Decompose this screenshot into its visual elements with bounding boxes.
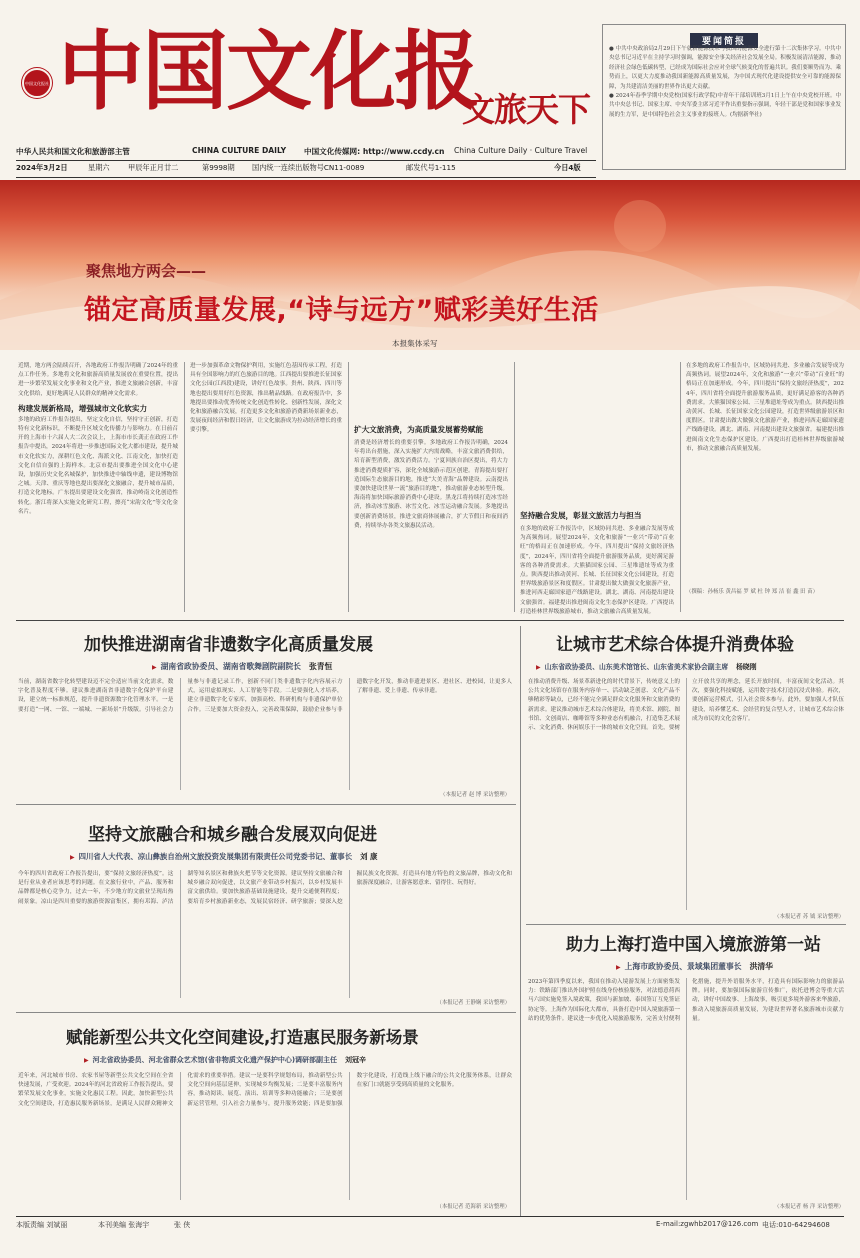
section-rule-1 [16,620,844,621]
lead-subhead-2: 扩大文旅消费，为高质量发展蓄势赋能 [354,425,484,434]
lead-col-rule-1 [184,362,185,612]
issue-number: 第9998期 [202,163,235,172]
lead-column-1 [18,362,178,614]
website: 中国文化传媒网: http://www.ccdy.cn [304,147,445,156]
triangle-icon: ▶ [84,1057,89,1064]
triangle-icon: ▶ [70,854,75,861]
postal-code: 邮发代号1-115 [406,163,456,172]
footer-proofread: 张 侠 [174,1221,191,1229]
section-rule-4 [526,924,846,925]
footer-bar [16,1220,844,1232]
article-credit-hunan: （本报记者 赵 博 采访整理） [440,792,510,798]
footer-phone: 电话:010-64294608 [762,1221,830,1229]
date-bar [16,163,596,175]
masthead-info-bar [16,146,596,158]
masthead-rule-2 [16,177,596,178]
footer-layout: 本刊美编 张海宇 [98,1221,150,1229]
article-body-sichuan: 今年的四川省政府工作报告提出，要“保持文旅经济热度”。这是行业从业者应该思考的问题。在文旅行业中，产品、服务和品牌都是核心竞争力，过去一年，不少地方的文旅业呈现出热闹景象。凉山是四川重要的旅游资源富集区，拥有邛海、泸沽湖等知名景区和彝族火把节等文化资源。建议坚持文旅融合和城乡融合双向促进，以文旅产业带动乡村振兴，以乡村发展丰富文旅供给。要加快旅游基础设施建设，提升交通便利程度；要培育乡村旅游新业态，发展民宿经济、研学旅游；要深入挖掘民族文化资源，打造具有地方特色的文旅品牌，推动文化和旅游深度融合，让游客愿意来、留得住、玩得好。 [18,871,512,905]
article-credit-hebei: （本报记者 范海新 采访整理） [436,1204,510,1210]
lead-col-rule-4 [680,362,681,612]
sub-brand: 文旅天下 [462,90,590,129]
lead-column-2 [190,362,342,614]
masthead-logo [14,20,594,130]
banner-sun [614,200,666,252]
lead-kicker: 聚焦地方两会—— [86,262,207,280]
article-title-hunan: 加快推进湖南省非遗数字化高质量发展 [84,635,373,655]
lead-paragraph-5: 在多地的政府工作报告中，区域协同共进、多业融合发展等成为高频热词。展望2024年，文化和旅游“一业兴”带动“百业旺”的格局正在加速形成。今年，四川提出“保持文旅经济热度”，2024年，四川省将全面提升旅游服务品质，更好满足游客的各种消费需求。大熊猫国家公园、三星堆遗址等成为重点。陕西提出推动黄河、长城、长征国家文化公园建设，打造世界级旅游景区和度假区。甘肃提出做大做强文化旅游产业，推进河西走廊国家遗产线路建设。湖北、湖南、河南提出建设文旅强省。福建提出推进闽南文化生态保护区建设。广西提出打造桂林世界级旅游城市，推动文旅融合高质量发展。 [686,363,844,452]
footer-email: E-mail:zgwhb2017@126.com [656,1220,759,1228]
lead-subhead-3: 坚持融合发展，彰显文旅活力与担当 [520,511,642,520]
masthead-rule-1 [16,160,596,161]
article-credit-shanghai: （本报记者 杨 洋 采访整理） [774,1204,844,1210]
lead-column-5 [686,362,844,614]
section-rule-3 [16,1012,516,1013]
newspaper-stamp: 中国文化报社 [22,68,52,98]
article-title-shandong: 让城市艺术综合体提升消费体验 [556,635,794,655]
article-body-shandong: 在推动消费升级、场景革新进化的时代背景下，传统意义上的公共文化场馆存在服务内容单一、活动缺乏创意、文化产品不够精彩等缺点，已经不能完全满足群众文化服务和文旅消费的新需求。建议推动城市艺术综合体建设，将美术馆、剧院、图书馆、文创商店、咖啡馆等多种业态有机融合，打造集艺术展示、文化消费、休闲娱乐于一体的城市文化空间。首先，要树立开放共享的理念，延长开放时间，丰富夜间文化活动。其次，要强化科技赋能，运用数字技术打造沉浸式体验。再次，要创新运营模式，引入社会资本参与。此外，要加强人才队伍建设，培养懂艺术、会经营的复合型人才，让城市艺术综合体成为市民的文化会客厅。 [528,679,844,732]
lead-col-rule-2 [348,362,349,612]
article-byline-shanghai: ▶ 上海市政协委员、景域集团董事长 洪清华 [616,962,773,971]
triangle-icon: ▶ [152,664,157,671]
footer-editor: 本版责编 刘斌丽 [16,1221,68,1229]
english-name: CHINA CULTURE DAILY [192,146,287,155]
news-brief-label: 要闻简报 [690,33,758,48]
lead-subhead-1: 构建发展新格局，增强城市文化软实力 [18,403,148,413]
news-brief-text: ● 中共中央政治局2月29日下午就新能源技术与我国的能源安全进行第十二次集体学习。中共中央总书记习近平在主持学习时强调，能源安全事关经济社会发展全局。积极发展清洁能源，推动经济社会绿色低碳转型，已经成为国际社会应对全球气候变化的普遍共识。我们要顺势而为、乘势而上，以更大力度推动我国新能源高质量发展，为中国式现代化建设提供安全可靠的能源保障，为共建清洁美丽的世界作出更大贡献。 ● 2024年春季学期中央党校(国家行政学院)中青年干部培训班3月1日上午在中央党校开班。中共中央总书记、国家主席、中央军委主席习近平作出重要指示强调，年轻干部是党和国家事业发展的生力军，是中国特色社会主义事业的接班人。(均据新华社) [609,46,841,118]
triangle-icon: ▶ [536,664,541,671]
article-body-shanghai: 2023年第四季度以来，我国在推动入境游发展上方面密集发力：铁路部门推出外国护照在线身份核验服务，对法德意荷西马六国实施免签入境政策，我国与新加坡、泰国签订互免签证协定等。上海作为国际化大都市，具备打造中国入境旅游第一站的优势条件。建议进一步优化入境旅游服务，完善支付便利化措施，提升外语服务水平，打造具有国际影响力的旅游品牌。同时，要加强国际旅游宣传推广，依托进博会等重大活动，讲好中国故事、上海故事，吸引更多境外游客来华旅游，推动入境旅游高质量发展，为建设世界著名旅游城市贡献力量。 [528,979,844,1022]
footer-rule [16,1216,844,1217]
english-tag: China Culture Daily · Culture Travel [454,146,588,155]
article-title-hebei: 赋能新型公共文化空间建设,打造惠民服务新场景 [66,1028,419,1047]
article-body-hunan: 当前，湖南省数字化转型建设迈不完全适应当前文化需求，数字化普及程度不够。建议推进湖南省非遗数字化保护平台建设，建立统一标准规范，提升非遗资源数字化管理水平。一是要打造“一网、一馆、一端城、一新场景”升级版。引导社会力量参与非遗记录工作，创新不同门类非遗数字化内容展示方式，运用虚拟现实、人工智能等手段。二是要强化人才培养，建立非遗数字化专家库，加强高校、科研机构与非遗保护单位合作。三是要加大资金投入，完善政策保障，鼓励企业参与非遗数字化开发，推动非遗进景区、进社区、进校园，让更多人了解非遗、爱上非遗、传承非遗。 [18,679,512,713]
logo-text: 中国文化报 [58,21,478,122]
article-byline-shandong: ▶ 山东省政协委员、山东美术馆馆长、山东省美术家协会副主席 杨晓刚 [536,663,757,671]
article-byline-hebei: ▶ 河北省政协委员、河北省群众艺术馆(省非物质文化遗产保护中心)调研部副主任 刘冠辛 [84,1056,367,1064]
lead-credit: （撰稿：孙杨乐 黄昌福 罗 斌 杜 钟 郑 洁 崔 鑫 田 苗） [686,589,819,595]
news-brief-box [602,24,846,170]
lead-column-3 [354,362,508,614]
article-byline-sichuan: ▶ 四川省人大代表、凉山彝族自治州文旅投资发展集团有限责任公司党委书记、董事长 刘 康 [70,852,378,861]
article-credit-shandong: （本报记者 苏 钺 采访整理） [774,914,844,920]
article-title-sichuan: 坚持文旅融合和城乡融合发展双向促进 [88,825,377,845]
article-body-hebei: 近年来，河北城市书房、农家书屋等新型公共文化空间在全省快速发展，广受欢迎。2024年的河北省政府工作报告提出，要繁荣发展文化事业，实施文化惠民工程。因此，加快新型公共文化空间建设，打造惠民服务新场景，是满足人民群众精神文化需求的重要举措。建议一是要科学规划布局，推动新型公共文化空间向基层延伸，实现城乡均衡发展；二是要丰富服务内容，推动阅读、展览、演出、培训等多种功能融合；三是要创新运营管理，引入社会力量参与，提升服务效能；四是要加强数字化建设，打造线上线下融合的公共文化服务体系，让群众在家门口就能享受到高质量的文化服务。 [18,1073,512,1107]
sponsor: 中华人民共和国文化和旅游部主管 [16,147,130,156]
triangle-icon: ▶ [616,964,621,971]
issue-date: 2024年3月2日 [16,163,68,172]
lead-column-4 [520,362,674,614]
lead-paragraph-4: 在多地的政府工作报告中，区域协同共进、多业融合发展等成为高频热词。展望2024年，文化和旅游“一业兴”带动“百业旺”的格局正在加速形成。今年，四川提出“保持文旅经济热度”，2024年，四川省将全面提升旅游服务品质，更好满足游客的各种消费需求。大熊猫国家公园、三星堆遗址等成为重点。陕西提出推动黄河、长城、长征国家文化公园建设，打造世界级旅游景区和度假区。甘肃提出做大做强文化旅游产业，推进河西走廊国家遗产线路建设。湖北、湖南、河南提出建设文旅强省。福建提出推进闽南文化生态保护区建设。广西提出打造桂林世界级旅游城市，推动文旅融合高质量发展。 [520,526,674,614]
weekday: 星期六 [88,163,110,172]
article-credit-sichuan: （本报记者 王静娴 采访整理） [436,1000,510,1006]
main-col-rule [520,626,521,1216]
lead-title: 锚定高质量发展,“诗与远方”赋彩美好生活 [84,295,599,326]
lead-paragraph-3: 消费是经济增长的重要引擎。多地政府工作报告明确，2024年将出台措施，深入实施扩大内需战略，丰富文旅消费供给，培育新型消费，激发消费活力。宁夏回族自治区提出，将大力推进消费提质扩容，深化全域旅游示范区创建。青海提出要打造国际生态旅游目的地，推进“大美青海”品牌建设。云南提出要加快建设世界一流“旅游目的地”，推动旅游业态转型升级。海南将加快国际旅游消费中心建设。黑龙江将持续打造冰雪经济，推动冰雪旅游、冰雪文化、冰雪运动融合发展。多地提出要创新消费场景，推进文旅商体展融合，扩大节假日和夜间消费，持续举办各类文旅惠民活动。 [354,440,508,529]
section-rule-2 [16,804,516,805]
article-byline-hunan: ▶ 湖南省政协委员、湖南省歌舞剧院副院长 张青恒 [152,662,333,671]
lead-paragraph-2: 进一步加强革命文物保护利用，实施红色基因传承工程，打造具有全国影响力的红色旅游目的地。江西提出要推进长征国家文化公园(江西段)建设，讲好红色故事。贵州、陕西、四川等地也提出要用好红色资源，推出精品线路。在政府报告中，多地提出要推动优秀传统文化创造性转化、创新性发展，深化文化和旅游融合发展，打造更多文化和旅游消费新场景新业态，发展夜间经济和假日经济，让文化旅游成为拉动经济增长的重要引擎。 [190,363,342,434]
page-count: 今日4版 [554,163,581,172]
lead-paragraph-1: 多地的政府工作报告提出，坚定文化自信，坚持守正创新，打造特有文化新标识，不断提升区域文化传播力与影响力。在日前召开的上海市十六届人大二次会议上，上海市市长龚正在政府工作报告中提出，2024年将进一步推进国际文化大都市建设，提升城市文化软实力，深耕红色文化、海派文化、江南文化，加快打造文化自信自强的上海样本。北京市提出要推进全国文化中心建设，加强历史文化名城保护，加快推进中轴线申遗，建设博物馆之城。天津、重庆等地也提出要深化文旅融合，提升城市品质，打造文化地标。广东提出要建设文化强省，推动岭南文化创造性转化。浙江将深入实施文化研究工程，擦亮“宋韵文化”等文化金名片。 [18,416,178,515]
lead-col-rule-3 [514,362,515,612]
article-title-shanghai: 助力上海打造中国入境旅游第一站 [566,935,821,955]
lead-byline: 本报集体采写 [392,339,438,348]
publication-number: 国内统一连续出版物号CN11-0089 [252,163,365,172]
lunar-date: 甲辰年正月廿二 [128,163,179,172]
lead-intro: 近期，地方两会陆续召开，各地政府工作报告明确了2024年的重点工作任务。多地将文化和旅游高质量发展放在重要位置，提出进一步繁荣发展文化事业和文化产业，推进文旅融合创新，丰富文化供给，更好地满足人民群众的精神文化需求。 [18,363,178,397]
